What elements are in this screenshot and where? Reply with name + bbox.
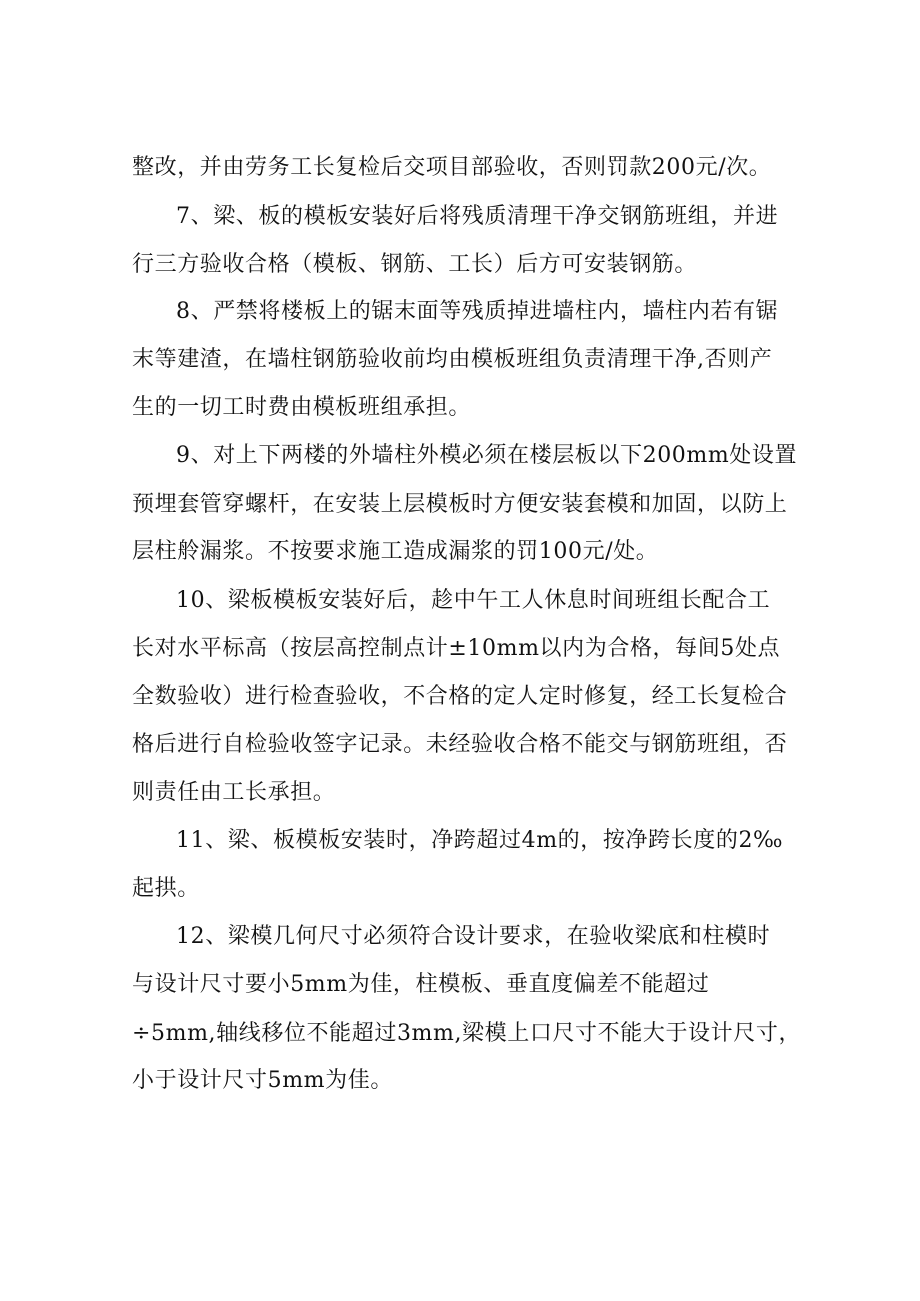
text-line: 12、梁模几何尺寸必须符合设计要求，在验收梁底和柱模时 [176, 924, 771, 949]
text-line: 行三方验收合格（模板、钢筋、工长）后方可安装钢筋。 [132, 252, 698, 277]
text-line: 层柱舲漏浆。不按要求施工造成漏浆的罚100元/处。 [132, 539, 659, 564]
text-line: 全数验收）进行检查验收，不合格的定人定时修复，经工长复检合 [132, 684, 788, 709]
text-line: 8、严禁将楼板上的锯末面等残质掉进墙柱内，墙柱内若有锯 [176, 299, 779, 324]
text-line: 9、对上下两楼的外墙柱外模必须在楼层板以下200mm处设置 [176, 443, 798, 468]
text-line: 预埋套管穿螺杆，在安装上层模板时方便安装套模和加固，以防上 [132, 492, 788, 517]
text-line: 长对水平标高（按层高控制点计±10mm以内为合格，每间5处点 [132, 636, 781, 661]
text-line: 10、梁板模板安装好后，趁中午工人休息时间班组长配合工 [176, 588, 771, 613]
text-line: 整改，并由劳务工长复检后交项目部验收，否则罚款200元/次。 [132, 155, 772, 180]
text-line: 与设计尺寸要小5mm为佳，柱模板、垂直度偏差不能超过 [132, 972, 710, 997]
text-line: 起拱。 [132, 876, 200, 901]
text-line: 7、梁、板的模板安装好后将残质清理干净交钢筋班组，并进 [176, 204, 779, 229]
text-line: 11、梁、板模板安装时，净跨超过4m的，按净跨长度的2‰ [176, 828, 784, 853]
text-line: 末等建渣，在墙柱钢筋验收前均由模板班组负责清理干净,否则产 [132, 347, 773, 372]
text-line: 则责任由工长承担。 [132, 780, 336, 805]
text-line: 生的一切工时费由模板班组承担。 [132, 395, 472, 420]
text-line: 格后进行自检验收签字记录。未经验收合格不能交与钢筋班组，否 [132, 732, 788, 757]
text-line: 小于设计尺寸5mm为佳。 [132, 1068, 393, 1093]
text-line: ÷5mm,轴线移位不能超过3mm,梁模上口尺寸不能大于设计尺寸， [132, 1021, 802, 1046]
